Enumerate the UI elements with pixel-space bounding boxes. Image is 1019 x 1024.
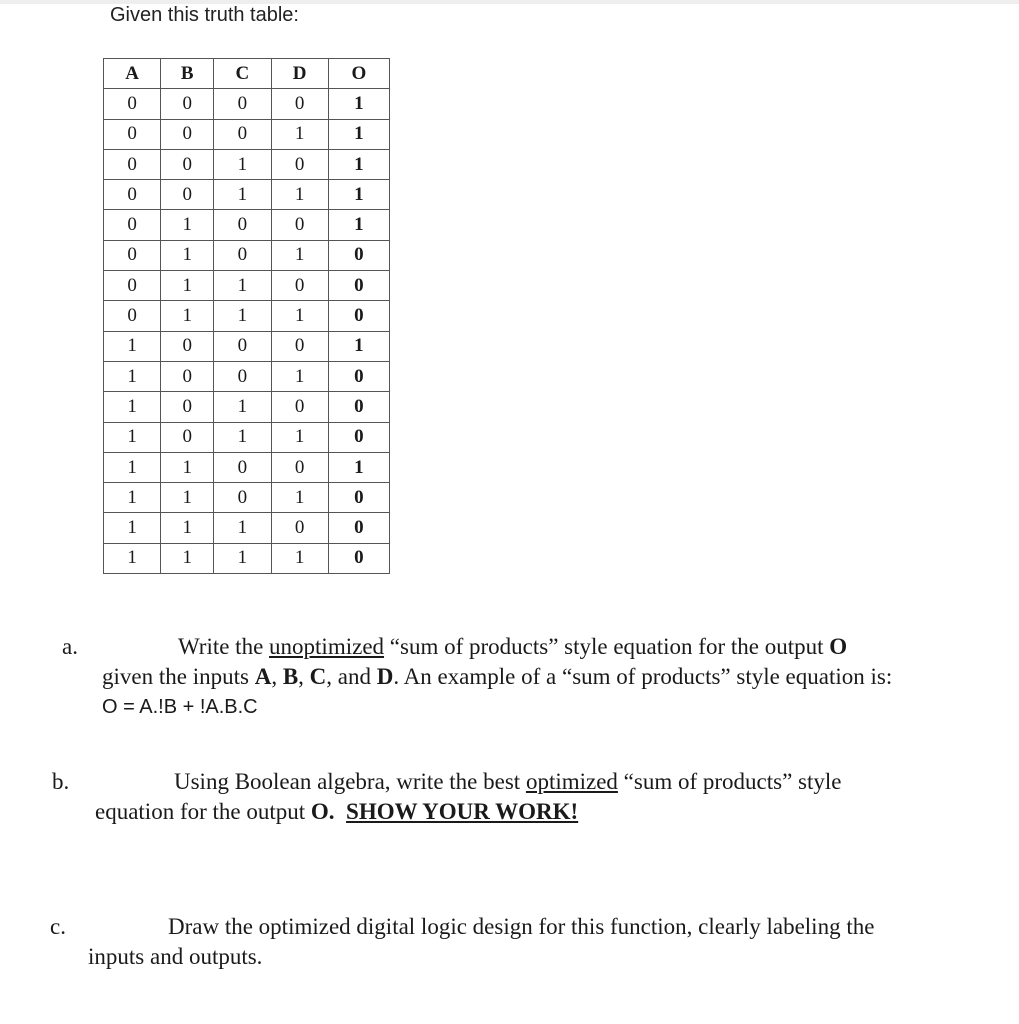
header-c: C — [214, 59, 271, 89]
input-cell: 0 — [104, 119, 161, 149]
output-cell: 1 — [328, 331, 389, 361]
output-cell: 0 — [328, 361, 389, 391]
input-cell: 0 — [104, 149, 161, 179]
input-cell: 1 — [214, 180, 271, 210]
input-cell: 0 — [214, 452, 271, 482]
input-d: D — [376, 664, 394, 689]
input-cell: 1 — [214, 301, 271, 331]
input-cell: 0 — [161, 180, 214, 210]
input-a: A — [254, 664, 272, 689]
input-cell: 1 — [214, 149, 271, 179]
question-b-optimized: optimized — [525, 769, 618, 794]
truth-table-row — [104, 180, 390, 210]
input-c: C — [309, 664, 327, 689]
input-cell: 1 — [161, 210, 214, 240]
input-cell: 1 — [214, 271, 271, 301]
truth-table-row — [104, 422, 390, 452]
question-b-line-1 — [174, 767, 842, 797]
question-b-text: “sum of products” style — [617, 769, 842, 794]
truth-table-row — [104, 271, 390, 301]
input-cell: 0 — [161, 149, 214, 179]
input-cell: 1 — [104, 543, 161, 573]
input-cell: 1 — [161, 483, 214, 513]
input-cell: 0 — [104, 89, 161, 119]
output-cell: 0 — [328, 271, 389, 301]
output-cell: 1 — [328, 89, 389, 119]
input-cell: 0 — [161, 392, 214, 422]
input-cell: 0 — [214, 210, 271, 240]
input-cell: 0 — [214, 119, 271, 149]
input-cell: 0 — [214, 483, 271, 513]
input-cell: 0 — [104, 271, 161, 301]
input-cell: 0 — [271, 392, 328, 422]
input-cell: 0 — [161, 422, 214, 452]
input-cell: 1 — [271, 180, 328, 210]
input-cell: 0 — [214, 240, 271, 270]
output-cell: 1 — [328, 452, 389, 482]
separator: , — [271, 664, 283, 689]
question-a-letter: a. — [62, 634, 78, 659]
separator: , — [298, 664, 310, 689]
input-cell: 1 — [271, 422, 328, 452]
output-cell: 0 — [328, 513, 389, 543]
input-cell: 1 — [161, 271, 214, 301]
input-cell: 1 — [161, 543, 214, 573]
input-cell: 1 — [271, 301, 328, 331]
question-c-letter: c. — [50, 914, 66, 939]
header-d: D — [271, 59, 328, 89]
input-cell: 0 — [271, 210, 328, 240]
input-cell: 1 — [271, 361, 328, 391]
output-cell: 0 — [328, 240, 389, 270]
output-cell: 0 — [328, 543, 389, 573]
question-c-line-2: inputs and outputs. — [88, 944, 263, 969]
question-a-unoptimized: unoptimized — [269, 634, 385, 659]
input-b: B — [282, 664, 299, 689]
input-cell: 0 — [271, 513, 328, 543]
input-cell: 0 — [271, 89, 328, 119]
truth-table-row — [104, 240, 390, 270]
output-cell: 1 — [328, 180, 389, 210]
truth-table-row — [104, 452, 390, 482]
input-cell: 1 — [271, 543, 328, 573]
input-cell: 1 — [271, 240, 328, 270]
input-cell: 0 — [161, 331, 214, 361]
input-cell: 0 — [104, 180, 161, 210]
intro-text: Given this truth table: — [110, 4, 299, 26]
output-cell: 1 — [328, 210, 389, 240]
truth-table-header-row — [104, 59, 390, 89]
input-cell: 1 — [104, 452, 161, 482]
input-cell: 1 — [271, 483, 328, 513]
input-cell: 0 — [271, 271, 328, 301]
question-b-period: . — [328, 799, 335, 824]
input-cell: 1 — [214, 543, 271, 573]
question-a-output-o: O — [829, 634, 848, 659]
input-cell: 1 — [104, 361, 161, 391]
input-cell: 0 — [271, 149, 328, 179]
input-cell: 1 — [214, 392, 271, 422]
input-cell: 0 — [104, 210, 161, 240]
question-a-text: “sum of products” style equation for the output — [384, 634, 830, 659]
question-a-line-2 — [102, 662, 892, 692]
truth-table-row — [104, 210, 390, 240]
input-cell: 0 — [161, 361, 214, 391]
input-cell: 1 — [161, 240, 214, 270]
input-cell: 0 — [271, 452, 328, 482]
truth-table-row — [104, 361, 390, 391]
separator: , and — [326, 664, 377, 689]
example-equation: O = A.!B + !A.B.C — [102, 696, 258, 718]
input-cell: 1 — [161, 452, 214, 482]
question-b-output-o: O — [310, 799, 329, 824]
input-cell: 1 — [161, 513, 214, 543]
question-a-text: . An example of a “sum of products” style equation is: — [393, 664, 893, 689]
truth-table-row — [104, 331, 390, 361]
output-cell: 1 — [328, 119, 389, 149]
show-your-work: SHOW YOUR WORK! — [346, 799, 579, 824]
input-cell: 1 — [104, 422, 161, 452]
header-a: A — [104, 59, 161, 89]
truth-table — [103, 58, 390, 574]
input-cell: 1 — [104, 483, 161, 513]
output-cell: 0 — [328, 422, 389, 452]
input-cell: 1 — [104, 392, 161, 422]
truth-table-row — [104, 483, 390, 513]
truth-table-row — [104, 149, 390, 179]
input-cell: 1 — [104, 331, 161, 361]
input-cell: 0 — [271, 331, 328, 361]
question-a-text: Write the — [178, 634, 270, 659]
truth-table-row — [104, 513, 390, 543]
output-cell: 0 — [328, 392, 389, 422]
input-cell: 0 — [161, 119, 214, 149]
input-cell: 0 — [104, 240, 161, 270]
input-cell: 1 — [104, 513, 161, 543]
truth-table-row — [104, 543, 390, 573]
truth-table-row — [104, 301, 390, 331]
input-cell: 1 — [214, 513, 271, 543]
input-cell: 1 — [271, 119, 328, 149]
output-cell: 0 — [328, 483, 389, 513]
question-c-line-1: Draw the optimized digital logic design for this function, clearly labeling the — [168, 914, 875, 939]
input-cell: 0 — [104, 301, 161, 331]
header-o: O — [328, 59, 389, 89]
input-cell: 0 — [214, 361, 271, 391]
input-cell: 1 — [214, 422, 271, 452]
question-a-text: given the inputs — [102, 664, 255, 689]
output-cell: 0 — [328, 301, 389, 331]
header-b: B — [161, 59, 214, 89]
question-b-text: equation for the output — [95, 799, 311, 824]
output-cell: 1 — [328, 149, 389, 179]
input-cell: 0 — [214, 331, 271, 361]
truth-table-row — [104, 119, 390, 149]
question-b-text: Using Boolean algebra, write the best — [174, 769, 526, 794]
truth-table-body — [104, 89, 390, 574]
input-cell: 0 — [161, 89, 214, 119]
truth-table-row — [104, 89, 390, 119]
question-a-line-1 — [178, 632, 847, 662]
input-cell: 0 — [214, 89, 271, 119]
question-b-line-2 — [95, 797, 578, 827]
question-b-letter: b. — [52, 769, 70, 794]
input-cell: 1 — [161, 301, 214, 331]
truth-table-row — [104, 392, 390, 422]
